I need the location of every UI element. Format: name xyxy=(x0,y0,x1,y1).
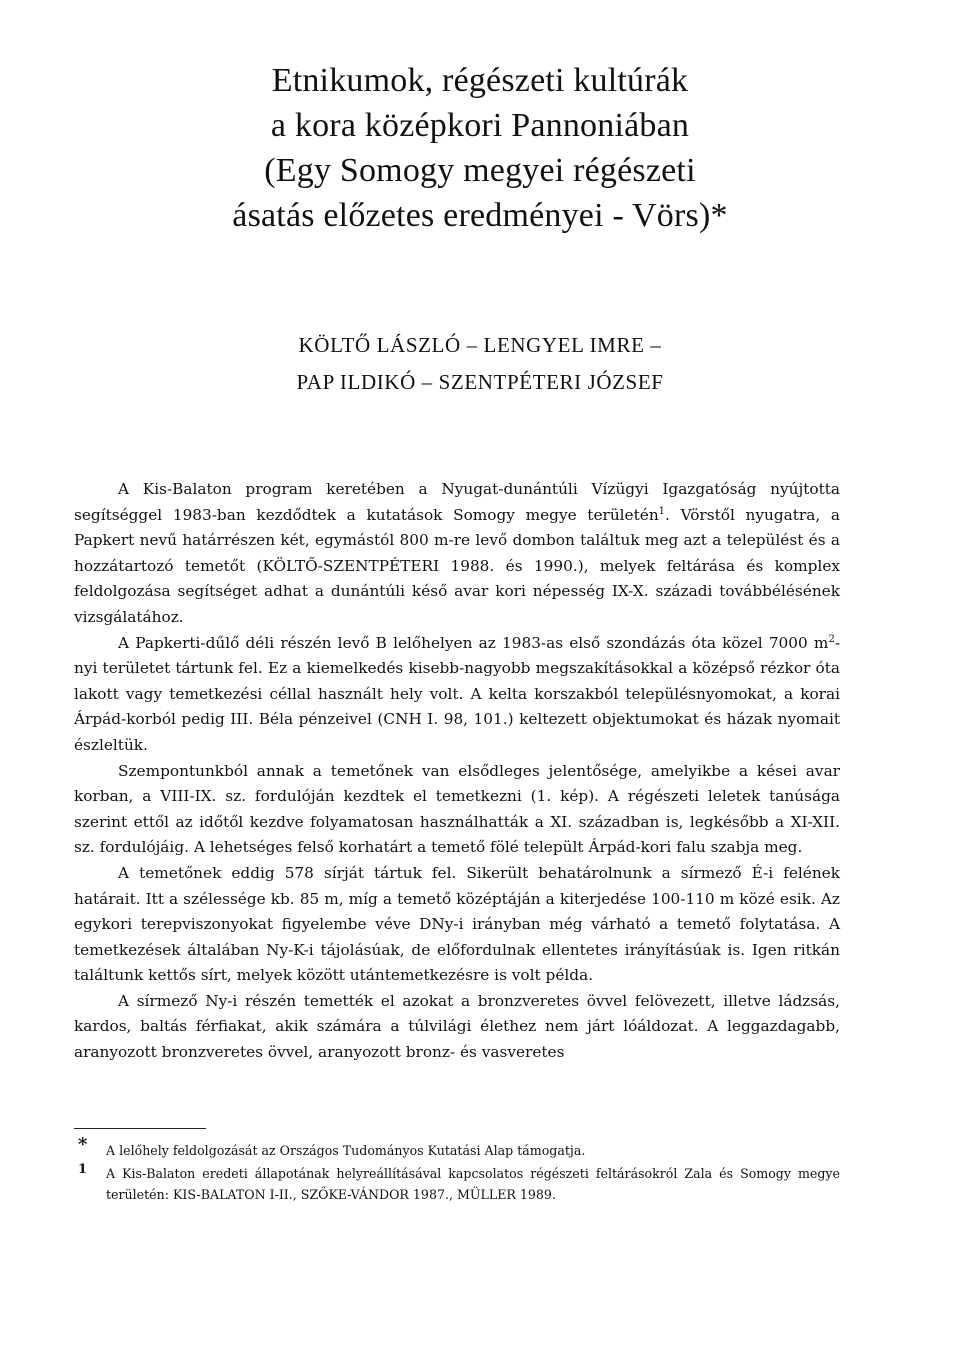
paragraph-5: A sírmező Ny-i részén temették el azokat a bronzveretes övvel felövezett, illetve ládzsás, kardos, baltás férfiakat, akik számára a túlvilági élethez nem járt lóáldozat. A leggazdagabb, aranyozott bronzveretes övvel, aranyozott bronz- és vasveretes xyxy=(74,991,840,1062)
author-line-1: KÖLTŐ LÁSZLÓ – LENGYEL IMRE – xyxy=(298,333,662,357)
paragraph-2 xyxy=(74,631,840,759)
paragraph-1-part-a: A Kis-Balaton program keretében a Nyugat-dunántúli Vízügyi Igazgatóság nyújtotta segítséggel 1983-ban kezdődtek a kutatások Somogy megye területén xyxy=(74,480,840,524)
title-line-4: ásatás előzetes eredményei - Vörs)* xyxy=(232,197,728,234)
superscript-2: 2 xyxy=(828,633,835,645)
footnotes xyxy=(78,1134,840,1207)
footnote-text-star: A lelőhely feldolgozását az Országos Tudományos Kutatási Alap támogatja. xyxy=(106,1143,586,1158)
footnote-mark-1: 1 xyxy=(78,1162,88,1177)
paragraph-1-part-b: . Vörstől nyugatra, a Papkert nevű határrészen két, egymástól 800 m-re levő dombon találtuk meg azt a települést és a hozzátartozó temetőt (KÖLTŐ-SZENTPÉTERI 1988. és 1990.), melyek feltárása és komplex feldolgozása segítséget adhat a dunántúli késő avar kori népesség IX-X. századi továbbélésének vizsgálatához. xyxy=(74,505,840,626)
footnote-divider xyxy=(74,1128,206,1129)
title-line-2: a kora középkori Pannoniában xyxy=(270,107,690,144)
paragraph-3: Szempontunkból annak a temetőnek van elsődleges jelentősége, amelyikbe a kései avar korban, a VIII-IX. sz. fordulóján kezdtek el temetkezni (1. kép). A régészeti leletek tanúsága szerint ettől az időtől kezdve folyamatosan használhatták a XI. században is, legkésőbb a XI-XII. sz. fordulójáig. A lehetséges felső korhatárt a temető fölé települt Árpád-kori falu szabja meg. xyxy=(74,761,840,857)
paragraph-2-part-b: -nyi területet tártunk fel. Ez a kiemelkedés kisebb-nagyobb megszakításokkal a középső rézkor óta lakott vagy temetkezési céllal használt hely volt. A kelta korszakból településnyomokat, a korai Árpád-korból pedig III. Béla pénzeivel (CNH I. 98, 101.) keltezett objektumokat és házak nyomait észleltük. xyxy=(74,633,840,754)
title-line-1: Etnikumok, régészeti kultúrák xyxy=(271,62,689,99)
body-text xyxy=(74,477,840,1066)
title-line-3: (Egy Somogy megyei régészeti xyxy=(264,152,696,189)
paragraph-2-part-a: A Papkerti-dűlő déli részén levő B lelőhelyen az 1983-as első szondázás óta közel 7000 m xyxy=(118,633,829,652)
footnote-1 xyxy=(78,1163,840,1205)
footnote-mark-star: * xyxy=(78,1134,88,1155)
author-list xyxy=(110,327,850,401)
article-title xyxy=(110,58,850,238)
paragraph-1 xyxy=(74,477,840,631)
footnote-text-1: A Kis-Balaton eredeti állapotának helyreállításával kapcsolatos régészeti feltárásokról Zala és Somogy megye területén: KIS-BALATON I-II., SZŐKE-VÁNDOR 1987., MÜLLER 1989. xyxy=(106,1166,840,1202)
footnote-ref-1: 1 xyxy=(658,505,666,517)
author-line-2: PAP ILDIKÓ – SZENTPÉTERI JÓZSEF xyxy=(296,370,664,394)
paragraph-4: A temetőnek eddig 578 sírját tártuk fel. Sikerült behatárolnunk a sírmező É-i felének határait. Itt a szélessége kb. 85 m, míg a temető középtáján a kiterjedése 100-110 m közé esik. Az egykori terepviszonyokat figyelembe véve DNy-i irányban még várható a temető folytatása. A temetkezések általában Ny-K-i tájolásúak, de előfordulnak ellentetes irányításúak is. Igen ritkán találtunk kettős sírt, melyek között utántemetkezésre is volt példa. xyxy=(74,863,840,985)
footnote-star xyxy=(78,1134,840,1161)
